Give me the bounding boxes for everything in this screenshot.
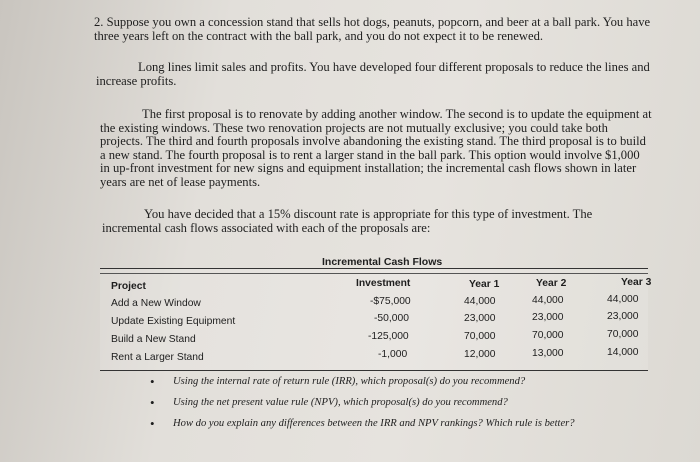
list-item: • Using the internal rate of return rule (IRR), which proposal(s) do you recommend? [150, 376, 620, 388]
table-row-3-project: Build a New Stand [111, 334, 196, 345]
table-row-4-project: Rent a Larger Stand [111, 352, 204, 363]
header-investment: Investment [356, 278, 411, 289]
table-row-1-investment: -$75,000 [370, 296, 411, 307]
table-row-2-year1: 23,000 [464, 313, 496, 324]
table-row-3-investment: -125,000 [368, 331, 409, 342]
paragraph-proposals-text: The first proposal is to renovate by adding another window. The second is to update the equipment at the existing windows. These two renovation projects are not mutually exclusive; you could take both projects. The third and fourth proposals involve abandoning the existing stand. The third proposal is to build a new stand. The fourth proposal is to rent a larger stand in the ball park. This option would involve $1,000 in up-front investment for new signs and equipment installation; the incremental cash flows shown in later years are net of lease payments. [100, 107, 652, 189]
table-row-2-year3: 23,000 [607, 311, 639, 322]
table-row-1-year3: 44,000 [607, 294, 639, 305]
list-item: • Using the net present value rule (NPV), which proposal(s) do you recommend? [150, 397, 620, 409]
table-row-4-investment: -1,000 [378, 349, 408, 360]
header-project: Project [111, 281, 146, 292]
table-rule [100, 273, 648, 274]
table-row-1-year2: 44,000 [532, 295, 564, 306]
table-row-2-year2: 23,000 [532, 312, 564, 323]
table-row-4-year3: 14,000 [607, 347, 639, 358]
table-title: Incremental Cash Flows [322, 256, 443, 268]
paragraph-proposals [100, 108, 652, 190]
header-year2: Year 2 [536, 278, 567, 289]
table-row-2-project: Update Existing Equipment [111, 316, 236, 327]
question-text: 2. Suppose you own a concession stand that sells hot dogs, peanuts, popcorn, and beer at a ball park. You have three years left on the contract with the ball park, and you do not expect it to be renewed. [94, 15, 651, 43]
question-list [150, 376, 620, 430]
cash-flow-table [100, 268, 652, 371]
table-row-2-investment: -50,000 [374, 313, 409, 324]
paragraph-lines [96, 61, 656, 88]
paragraph-lines-text: Long lines limit sales and profits. You have developed four different proposals to reduce the lines and increase profits. [96, 60, 650, 88]
paragraph-discount-text: You have decided that a 15% discount rate is appropriate for this type of investment. The incremental cash flows associated with each of the proposals are: [102, 207, 593, 235]
header-year1: Year 1 [469, 279, 500, 290]
table-row-3-year2: 70,000 [532, 330, 564, 341]
table-row-4-year1: 12,000 [464, 349, 496, 360]
table-row-3-year1: 70,000 [464, 331, 496, 342]
table-row-3-year3: 70,000 [607, 329, 639, 340]
list-item: • How do you explain any differences between the IRR and NPV rankings? Which rule is better? [150, 418, 620, 430]
header-year3: Year 3 [621, 277, 652, 288]
paragraph-discount [102, 208, 652, 235]
table-row-1-year1: 44,000 [464, 296, 496, 307]
table-row-1-project: Add a New Window [111, 298, 201, 309]
table-row-4-year2: 13,000 [532, 348, 564, 359]
